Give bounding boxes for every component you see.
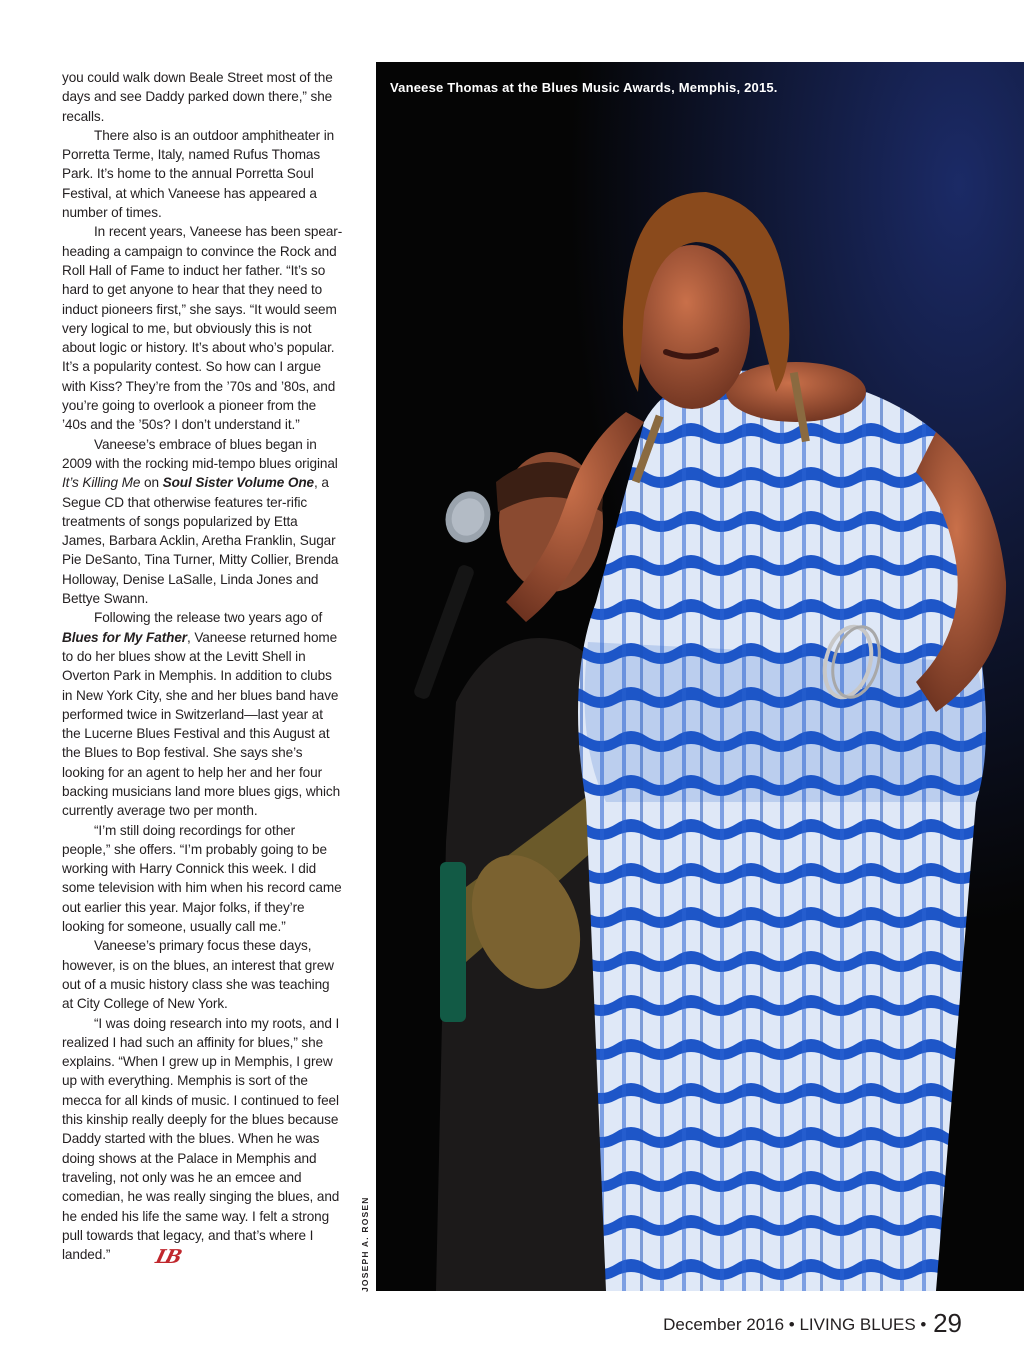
- paragraph: you could walk down Beale Street most of the days and see Daddy parked down there,” she recalls.: [62, 70, 333, 124]
- photo-credit: JOSEPH A. ROSEN: [360, 1196, 370, 1292]
- paragraph: There also is an outdoor amphitheater in Porretta Terme, Italy, named Rufus Thomas Park. It’s home to the annual Porretta Soul Festival, at which Vaneese has appeared a number of times.: [62, 127, 335, 221]
- singer-illustration: [376, 62, 1024, 1291]
- living-blues-end-mark-logo: LB: [153, 1246, 181, 1269]
- concert-photo: [376, 62, 1024, 1291]
- paragraph-text: Vaneese’s embrace of blues began in 2009 with the rocking mid-tempo blues original: [62, 436, 338, 471]
- photo-caption: Vaneese Thomas at the Blues Music Awards, Memphis, 2015.: [390, 80, 778, 95]
- paragraph-text: , Vaneese returned home to do her blues show at the Levitt Shell in Overton Park in Memphis. In addition to clubs in New York City, she and her blues band have performed twice in Switzerland—last year at the Lucerne Blues Festival and this August at the Blues to Bop festival. She says she’s looking for an agent to help her and her four backing musicians land more blues gigs, which currently average two per month.: [62, 629, 341, 819]
- paragraph-text: on: [140, 475, 163, 491]
- paragraph: [62, 1014, 344, 1268]
- paragraph: [62, 435, 344, 609]
- paragraph: [62, 608, 344, 820]
- article-column: [62, 68, 344, 1267]
- paragraph-text: Following the release two years ago of: [94, 610, 323, 626]
- paragraph-text: , a Segue CD that otherwise features ter-rific treatments of songs popularized by Etta James, Barbara Acklin, Aretha Franklin, Sugar Pie DeSanto, Tina Turner, Mitty Collier, Brenda Holloway, Denise LaSalle, Linda Jones and Bettye Swann.: [62, 475, 339, 607]
- paragraph-text: “I was doing research into my roots, and I realized I had such an affinity for blues,” she explains. “When I grew up in Memphis, I grew up with everything. Memphis is sort of the mecca for all kinds of music. I continued to feel this kinship really deeply for the blues because Daddy started with the blues. When he was doing shows at the Palace in Memphis and traveling, not only was he an emcee and comedian, he was really singing the blues, and he ended his life the same way. I felt a strong pull towards that legacy, and that’s where I landed.”: [62, 1015, 340, 1263]
- album-title: Blues for My Father: [62, 629, 187, 645]
- paragraph: In recent years, Vaneese has been spear-heading a campaign to convince the Rock and Roll Hall of Fame to induct her father. “It’s so hard to get anyone to hear that they need to induct pioneers first,” she says. “It would seem very logical to me, but obviously this is not about logic or history. It’s about who’s popular. It’s a popularity contest. So how can I argue with Kiss? They’re from the ’70s and ’80s, and you’re going to overlook a pioneer from the ’40s and the ’50s? I don’t understand it.”: [62, 224, 343, 433]
- paragraph: “I’m still doing recordings for other people,” she offers. “I’m probably going to be working with Harry Connick this week. I did some television with him when his record came out earlier this year. Major folks, if they’re looking for someone, usually call me.”: [62, 822, 342, 935]
- issue-label: December 2016 • LIVING BLUES •: [663, 1315, 927, 1334]
- page-footer: [663, 1308, 962, 1339]
- paragraph: Vaneese’s primary focus these days, however, is on the blues, an interest that grew out of a music history class she was teaching at City College of New York.: [62, 938, 334, 1012]
- page-number: 29: [933, 1308, 962, 1338]
- song-title: It’s Killing Me: [62, 475, 141, 491]
- album-title: Soul Sister Volume One: [162, 475, 315, 491]
